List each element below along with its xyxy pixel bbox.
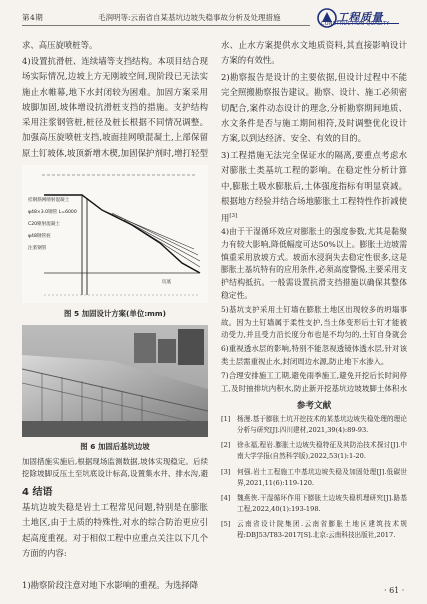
reference-number: [3] (221, 468, 231, 476)
end-mark-icon (247, 395, 259, 396)
right-paragraph-3-text: 3)工程措施无法完全保证水的隔离,要重点考虑水对膨胀土类基坑工程的影响。在稳定性分析计算中,膨胀土吸水膨胀后,土体强度指标有明显衰减。根据地方经验并结合场地膨胀土工程特性作折减使用 (221, 150, 407, 223)
figure-6-photo (22, 325, 208, 437)
reference-item (221, 519, 407, 541)
fig5-label-5: 注浆钢管 (28, 246, 47, 251)
reference-item (221, 440, 407, 462)
section-heading: 4 结语 (22, 487, 53, 498)
right-paragraph-2: 2)勘察报告是设计的主要依据,但设计过程中不能完全照搬勘察报告建议。勘察、设计、施工必须密切配合,案件动态设计的理念,分析勘察期间地质、水文条件是否与施工期间相符,及时调整优化设计方案,以到达经济、安全、有效的目的。 (221, 72, 407, 144)
reference-item (221, 414, 407, 436)
right-paragraph-6: 6)重视透水层的影响,特别不能忽视透镜体透水层,针对该类土层需重视止水,封闭周边水源,防止地下水渗入。 (221, 344, 407, 366)
references-heading: 参考文献 (296, 401, 332, 411)
citation-3: [3] (229, 213, 238, 220)
figure-5-caption: 图 5 加固设计方案(单位:mm) (64, 309, 166, 318)
reference-item (221, 493, 407, 515)
reference-text: 何强.岩土工程施工中基坑边坡失稳及加固处理[J].低碳世界,2021,11(6):119-120. (237, 468, 407, 487)
left-paragraph-3: 加固措施实施后,根据现场监测数据,坡体实现稳定。后续挖除坡脚反压土至坑底设计标高,设置集水井、排水沟,避 (22, 457, 208, 478)
reference-text: 徐永福,程岩.膨胀土边坡失稳特征及其防治技术探讨[J].中南大学学报(自然科学版),2022,53(1):1-20. (237, 441, 407, 460)
logo-subtitle: CONSTRUCTION QUALITY (321, 22, 390, 27)
header-divider (22, 25, 310, 26)
right-paragraph-3 (221, 148, 407, 225)
running-title: 毛润明等:云南省自某基坑边坡失稳事故分析及处理措施 (98, 13, 281, 22)
figure-5-drawing (22, 165, 208, 303)
logo-text: 工程质量 (337, 11, 383, 24)
fig5-label-6: 坑底 (162, 280, 172, 285)
fig5-label-4: φ48钢管桩 (28, 234, 51, 239)
right-paragraph-7-text: 7)合理安排施工工期,避免雨季施工,避免开挖后长时间停工,及时抽排坑内积水,防止新开挖基坑边坡坡脚土体积水 (221, 371, 407, 393)
reference-number: [1] (221, 415, 231, 423)
reference-item (221, 467, 407, 489)
reference-number: [5] (221, 520, 231, 528)
left-paragraph-2: 4)设置抗滑桩、连续墙等支挡结构。本项目结合现场实际情况,边坡上方无刚坡空间,现阶段已无法实施止水帷幕,地下水封闭较为困难。加固方案采用坡脚加固,坡体增设抗滑桩支挡的措施。支护结构采用注浆钢管桩,桩径及桩长根据不同情况调整。加强高压旋喷桩支挡,坡面挂网喷混凝土,上部保留原土钉坡体,坡顶新增木楔,加固保护剂时,增打轻型 (22, 56, 208, 158)
page-header (0, 0, 427, 32)
reference-number: [2] (221, 441, 231, 449)
left-paragraph-5: 1)勘察阶段注意对地下水影响的重视。为选择降 (22, 580, 199, 590)
left-paragraph-1: 求、高压旋喷桩等。 (22, 40, 98, 50)
fig5-label-2: φ48×3.0钢管 L=6000 (28, 210, 77, 215)
right-paragraph-7 (221, 370, 407, 396)
issue-number: 第4期 (22, 13, 44, 22)
left-paragraph-4: 基坑边坡失稳是岩土工程常见问题,特别是在膨胀土地区,由于土质的特殊性,对水的综合防治更应引起高度重视。对于相似工程中应重点关注以下几个方面的内容: (22, 502, 208, 558)
journal-logo (317, 6, 403, 32)
figure-6-caption: 图 6 加固后基坑边坡 (80, 442, 150, 451)
fig5-label-3: C20喷射混凝土 (28, 222, 61, 227)
right-paragraph-1: 水、止水方案提供水文地质资料,其直接影响设计方案的有效性。 (221, 40, 407, 66)
reference-number: [4] (221, 494, 231, 502)
right-paragraph-4: 4)由于干湿循环效应对膨胀土的强度参数,尤其是黏聚力有较大影响,降低幅度可达50%以上。膨胀土边坡需慎重采用放坡方式。坡面水浸润失去稳定性很多,这是膨胀土基坑特有的应用条件,必须高度警惕,主要采用支护结构抵抗。一般需设置抗滑支挡措施以确保其整体稳定性。 (221, 227, 407, 300)
fig5-label-1: 挂钢筋网喷射混凝土 (28, 198, 70, 203)
page-number: · 61 · (384, 586, 405, 595)
reference-text: 云南省设计院集团.云南省膨胀土地区建筑技术规程:DBJ53/T83-2017[S].北京:云南科技出版社,2017. (237, 520, 407, 539)
reference-text: 魏燕侠.干湿循环作用下膨胀土边坡失稳机理研究[J].路基工程,2022,40(1):193-198. (237, 494, 407, 513)
reference-text: 杨漫.基于膨胀土坑开挖技术的某基坑边坡失稳处理的理论分析与研究[J].四川建材,2021,39(4):89-93. (237, 415, 407, 434)
right-paragraph-5: 5)基坑支护采用土钉墙在膨胀土地区出现较多的坍塌事故。因为土钉墙属于柔性支护,当土体变形后土钉才能被动受力,并且受力沿长度分布也是不均匀的,土钉自身就会 (221, 305, 407, 340)
